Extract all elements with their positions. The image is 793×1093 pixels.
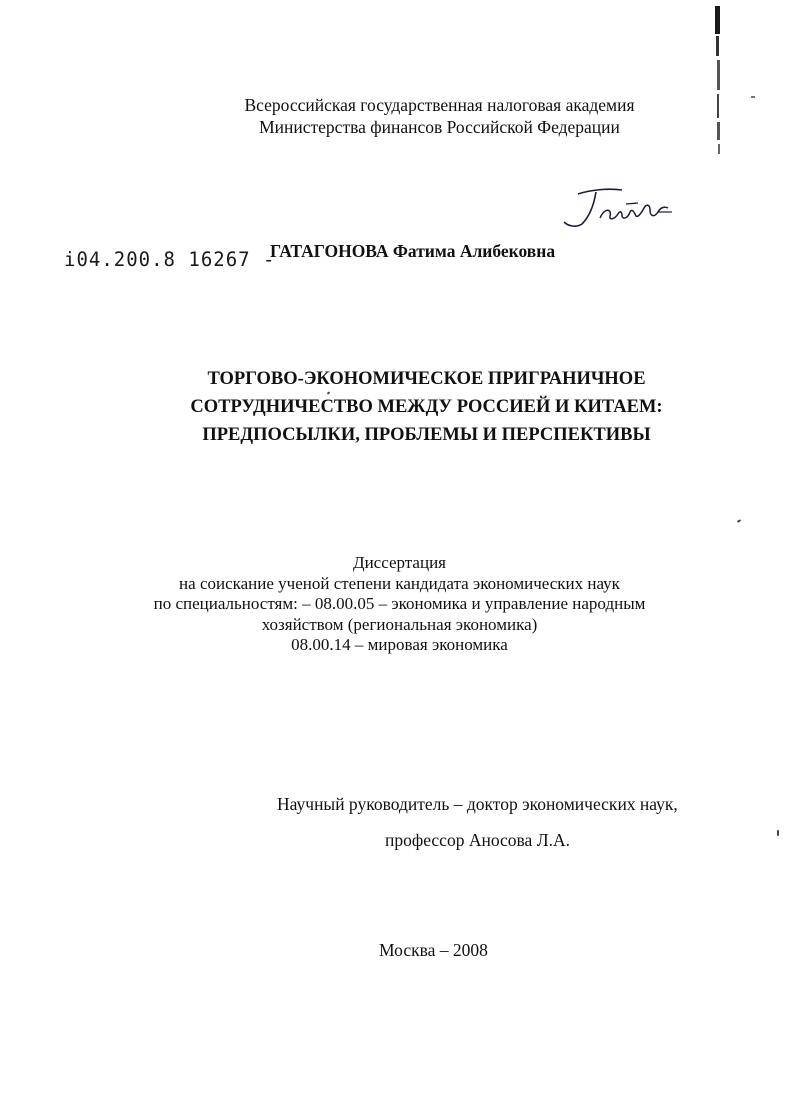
supervisor-line-2: профессор Аносова Л.А. [385,830,570,850]
institution-line-1: Всероссийская государственная налоговая академия [244,95,635,115]
institution-block [43,94,793,138]
handwritten-signature [560,182,675,232]
dissertation-title [30,365,793,449]
title-line-3: ПРЕДПОСЫЛКИ, ПРОБЛЕМЫ И ПЕРСПЕКТИВЫ [202,425,651,445]
supervisor-line-1: Научный руководитель – доктор экономических наук, [277,794,678,814]
title-line-2: СОТРУДНИЧЕСТВО МЕЖДУ РОССИЕЙ И КИТАЕМ: [190,397,663,417]
archive-code: i04.200.8 16267 - [64,248,276,272]
scan-speck [737,519,741,523]
place-year: Москва – 2008 [379,940,488,960]
supervisor-block [277,786,678,858]
specialty-line-3: 08.00.14 – мировая экономика [291,635,508,654]
dissertation-info [3,553,793,656]
scan-speck [777,830,779,836]
degree-line: на соискание ученой степени кандидата экономических наук [179,573,620,593]
title-line-1: ТОРГОВО-ЭКОНОМИЧЕСКОЕ ПРИГРАНИЧНОЕ [207,369,646,389]
dissertation-label: Диссертация [352,553,446,572]
author-name: ГАТАГОНОВА Фатима Алибековна [270,241,556,261]
specialty-line-1: по специальностям: – 08.00.05 – экономика и управление народным [153,594,646,613]
specialty-line-2: хозяйством (региональная экономика) [261,614,538,634]
scan-edge-marks [705,0,765,170]
institution-line-2: Министерства финансов Российской Федерации [259,117,620,137]
